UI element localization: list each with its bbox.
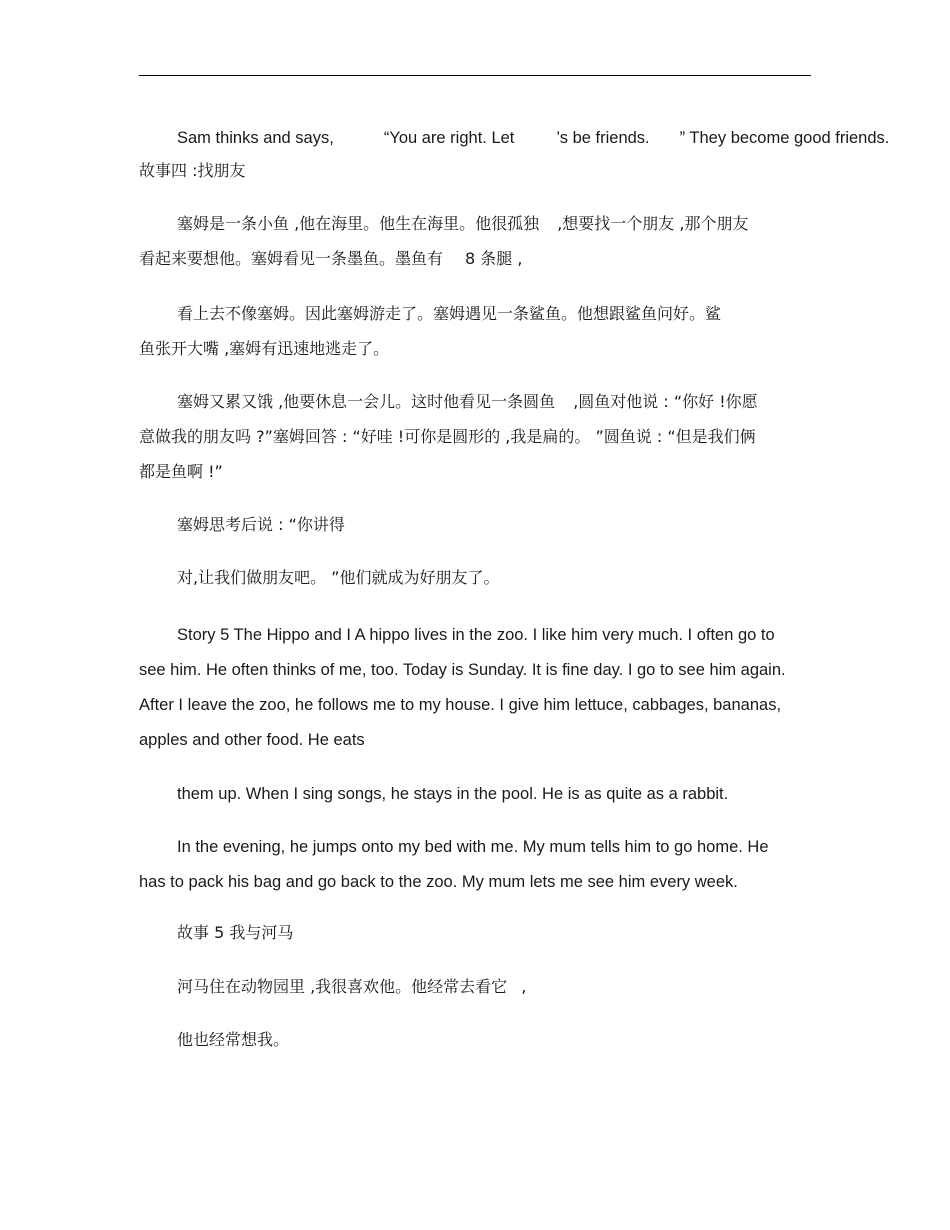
text-segment: 河马住在动物园里 ,我很喜欢他。他经常去看它	[177, 977, 508, 996]
text-line: In the evening, he jumps onto my bed with me. My mum tells him to go home. He	[177, 838, 769, 856]
section-heading: 故事四 :找朋友	[139, 161, 246, 180]
text-line: apples and other food. He eats	[139, 731, 365, 749]
text-line: 他也经常想我。	[177, 1030, 290, 1049]
text-segment: 看起来要想他。塞姆看见一条墨鱼。墨鱼有	[139, 249, 444, 268]
text-line: 都是鱼啊 !”	[139, 462, 223, 481]
text-segment: ,圆鱼对他说 : “你好 !你愿	[573, 392, 758, 411]
text-line: 意做我的朋友吗 ?”塞姆回答 : “好哇 !可你是圆形的 ,我是扁的。 ”圆鱼说 : “但是我们俩	[139, 427, 756, 446]
text-line	[177, 977, 526, 997]
text-line: them up. When I sing songs, he stays in the pool. He is as quite as a rabbit.	[177, 785, 729, 803]
text-segment: 8 条腿 ,	[465, 249, 523, 268]
text-segment: ,想要找一个朋友 ,那个朋友	[557, 214, 749, 233]
text-segment: 塞姆又累又饿 ,他要休息一会儿。这时他看见一条圆鱼	[177, 392, 556, 411]
text-line: 对,让我们做朋友吧。 ”他们就成为好朋友了。	[177, 568, 500, 587]
text-line	[177, 392, 758, 412]
text-line: 鱼张开大嘴 ,塞姆有迅速地逃走了。	[139, 339, 390, 358]
text-line: has to pack his bag and go back to the zoo. My mum lets me see him every week.	[139, 873, 738, 891]
text-segment: “You are right. Let	[383, 129, 515, 147]
text-line: After I leave the zoo, he follows me to my house. I give him lettuce, cabbages, bananas,	[139, 696, 782, 714]
text-line	[177, 128, 889, 148]
text-segment: ’s be friends.	[556, 129, 650, 147]
header-rule	[139, 75, 811, 76]
text-line: 看上去不像塞姆。因此塞姆游走了。塞姆遇见一条鲨鱼。他想跟鲨鱼问好。鲨	[177, 304, 722, 323]
text-line: 塞姆思考后说 : “你讲得	[177, 515, 345, 534]
text-segment: ” They become good friends.	[679, 129, 890, 147]
text-segment: Sam thinks and says,	[177, 129, 334, 147]
text-line	[139, 249, 522, 269]
text-line	[177, 214, 748, 234]
text-segment: 塞姆是一条小鱼 ,他在海里。他生在海里。他很孤独	[177, 214, 540, 233]
text-line: see him. He often thinks of me, too. Today is Sunday. It is fine day. I go to see him again.	[139, 661, 786, 679]
text-segment: ,	[521, 977, 527, 996]
text-line: Story 5 The Hippo and I A hippo lives in the zoo. I like him very much. I often go to	[177, 626, 775, 644]
section-heading: 故事 5 我与河马	[177, 923, 294, 942]
